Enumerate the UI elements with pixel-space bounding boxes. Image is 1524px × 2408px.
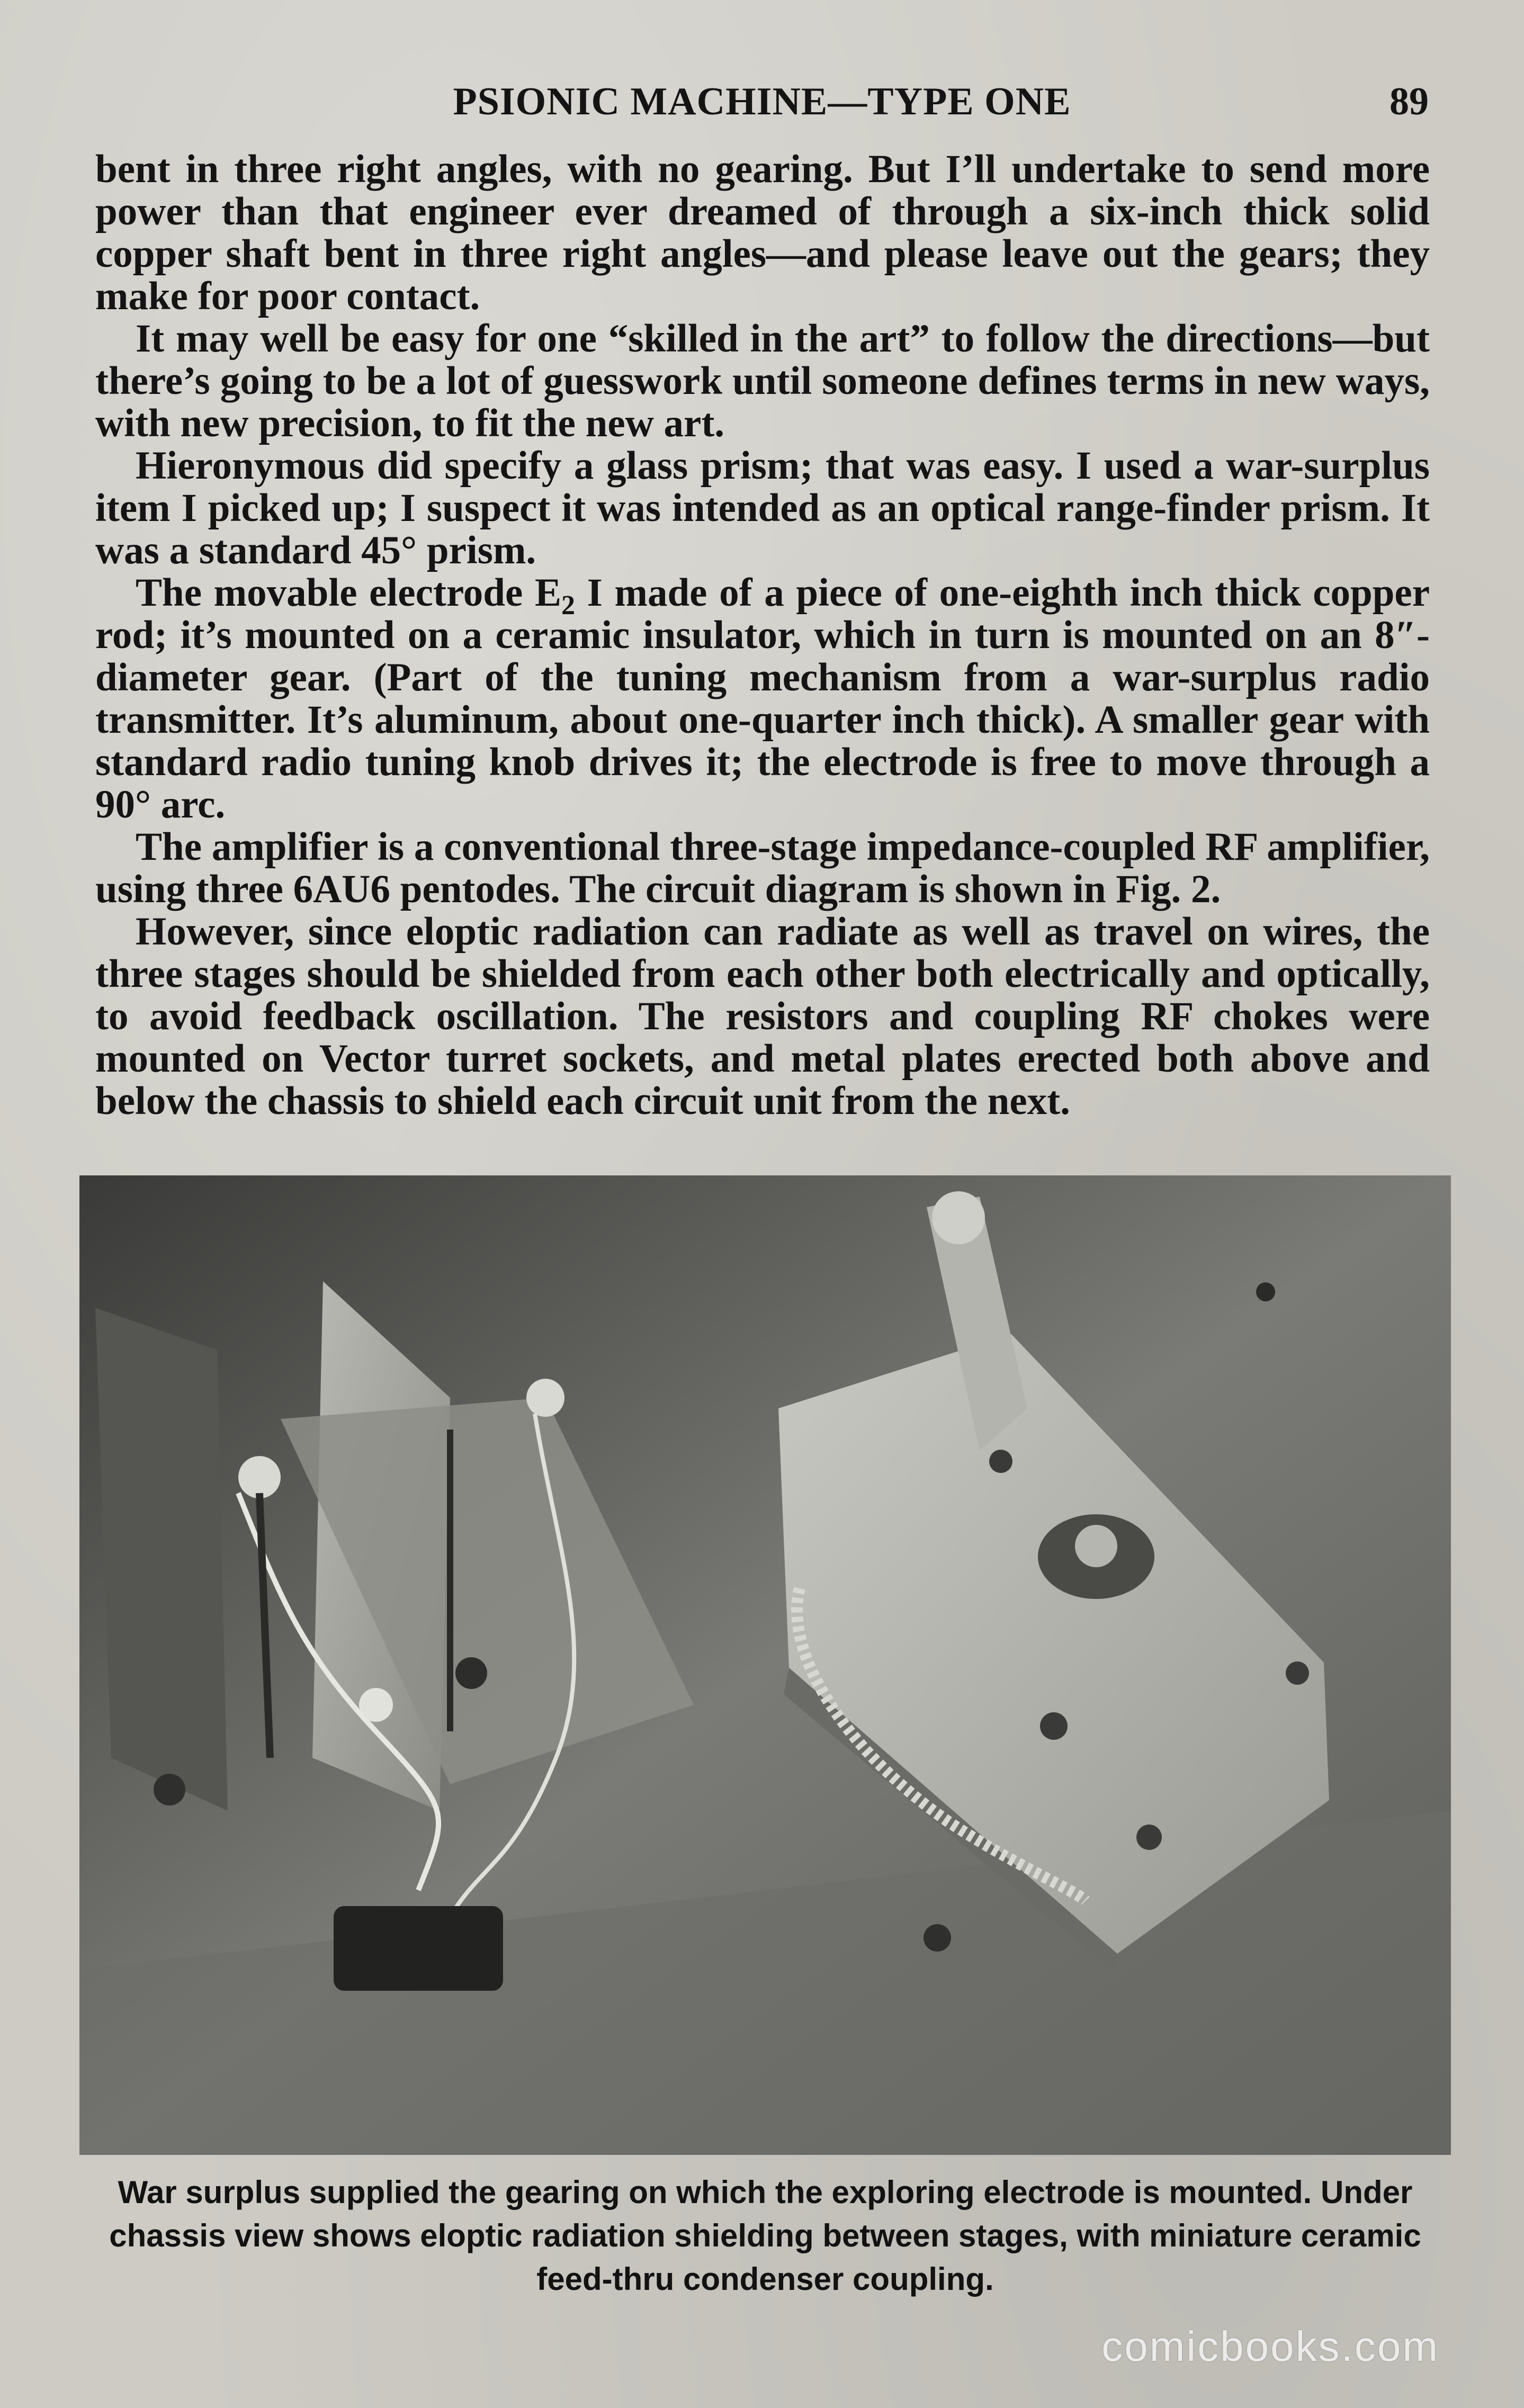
paragraph-4-part-2: I made of a piece of one-eighth inch thick copper rod; it’s mounted on a ceramic insulator, which in turn is mounted on an 8″-diameter gear. (Part of the tuning mechanism from a war-surplus radio transmitter. It’s aluminum, about one-quarter inch thick). A smaller gear with standard radio tuning knob drives it; the electrode is free to move through a 90° arc. [95,571,1430,826]
figure-photo [79,1175,1451,2155]
paragraph-2: It may well be easy for one “skilled in the art” to follow the directions—but there’s going to be a lot of guesswork until someone defines terms in new ways, with new precision, to fit the new art. [95,317,1430,445]
chassis-photo [79,1175,1451,2155]
page-header [95,79,1429,132]
running-title: PSIONIC MACHINE—TYPE ONE [453,80,1071,123]
paragraph-5: The amplifier is a conventional three-stage impedance-coupled RF amplifier, using three 6AU6 pentodes. The circuit diagram is shown in Fig. 2. [95,825,1430,911]
paragraph-3: Hieronymous did specify a glass prism; that was easy. I used a war-surplus item I picked up; I suspect it was intended as an optical range-finder prism. It was a standard 45° prism. [95,444,1430,572]
paragraph-1: bent in three right angles, with no gearing. But I’ll undertake to send more power than that engineer ever dreamed of through a six-inch thick solid copper shaft bent in three right angles—and please leave out the gears; they make for poor contact. [95,147,1430,318]
page-number: 89 [1389,80,1429,123]
figure-caption: War surplus supplied the gearing on which the exploring electrode is mounted. Under chassis view shows eloptic radiation shielding between stages, with miniature ceramic feed-thru condenser coupling. [109,2175,1421,2297]
paragraph-4 [95,572,1430,826]
article-body [95,148,1430,1122]
paragraph-6: However, since eloptic radiation can radiate as well as travel on wires, the three stages should be shielded from each other both electrically and optically, to avoid feedback oscillation. The resistors and coupling RF chokes were mounted on Vector turret sockets, and metal plates erected both above and below the chassis to shield each circuit unit from the next. [95,910,1430,1123]
paragraph-4-part-1: The movable electrode E [136,571,561,615]
watermark: comicbooks.com [1101,2323,1439,2370]
electrode-subscript: 2 [561,590,575,621]
